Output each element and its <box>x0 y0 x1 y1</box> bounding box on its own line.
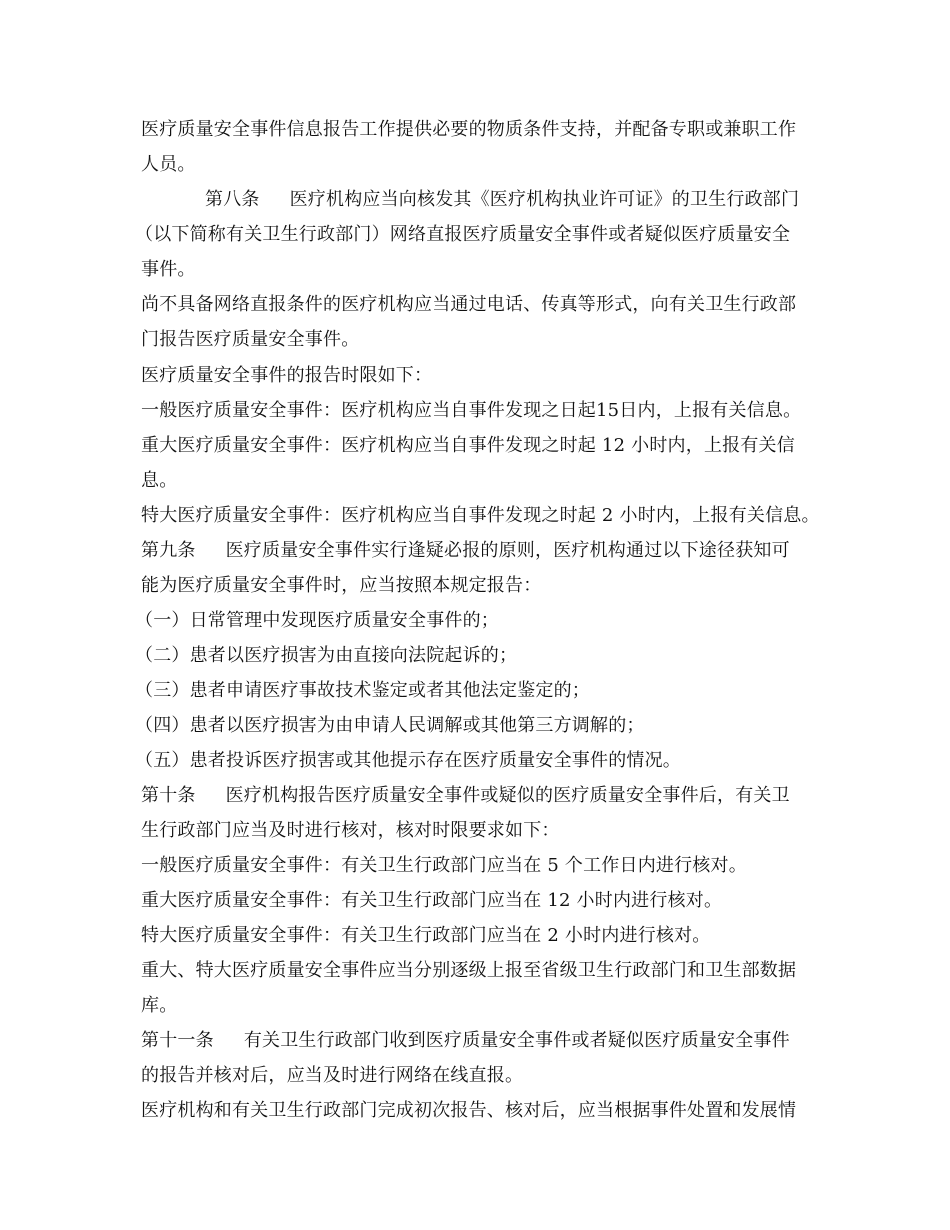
article-text: 医疗质量安全事件实行逢疑必报的原则，医疗机构通过以下途径获知可 <box>225 540 790 561</box>
article-number: 第十条 <box>141 785 196 806</box>
list-item: （一）日常管理中发现医疗质量安全事件的； <box>135 610 499 631</box>
list-item: （五）患者投诉医疗损害或其他提示存在医疗质量安全事件的情况。 <box>135 750 681 771</box>
article-text: 医疗机构报告医疗质量安全事件或疑似的医疗质量安全事件后，有关卫 <box>225 785 790 806</box>
article-line <box>141 1029 790 1053</box>
text-line: 医疗机构和有关卫生行政部门完成初次报告、核对后，应当根据事件处置和发展情 <box>141 1100 797 1121</box>
text-line: 能为医疗质量安全事件时，应当按照本规定报告： <box>141 575 542 596</box>
text-line: 一般医疗质量安全事件：医疗机构应当自事件发现之日起15日内，上报有关信息。 <box>141 400 802 421</box>
list-item: （二）患者以医疗损害为由直接向法院起诉的； <box>135 645 518 666</box>
text-line: 特大医疗质量安全事件：有关卫生行政部门应当在 2 小时内进行核对。 <box>141 925 711 946</box>
text-line: 门报告医疗质量安全事件。 <box>141 329 360 350</box>
article-line <box>141 784 790 808</box>
text-line: 库。 <box>141 995 178 1016</box>
text-line: 医疗质量安全事件的报告时限如下： <box>141 365 433 386</box>
text-line: 重大医疗质量安全事件：有关卫生行政部门应当在 12 小时内进行核对。 <box>141 890 723 911</box>
text-line: 息。 <box>141 470 178 491</box>
list-item: （三）患者申请医疗事故技术鉴定或者其他法定鉴定的； <box>135 680 590 701</box>
article-text: 有关卫生行政部门收到医疗质量安全事件或者疑似医疗质量安全事件 <box>243 1030 790 1051</box>
text-line: 事件。 <box>141 259 196 280</box>
article-text: 医疗机构应当向核发其《医疗机构执业许可证》的卫生行政部门 <box>289 189 800 210</box>
text-line: （以下简称有关卫生行政部门）网络直报医疗质量安全事件或者疑似医疗质量安全 <box>135 224 791 245</box>
text-line: 特大医疗质量安全事件：医疗机构应当自事件发现之时起 2 小时内，上报有关信息。 <box>141 505 820 526</box>
article-number: 第十一条 <box>141 1030 214 1051</box>
article-line <box>205 188 799 212</box>
text-line: 重大、特大医疗质量安全事件应当分别逐级上报至省级卫生行政部门和卫生部数据 <box>141 960 797 981</box>
text-line: 的报告并核对后，应当及时进行网络在线直报。 <box>141 1065 524 1086</box>
article-number: 第九条 <box>141 540 196 561</box>
text-line: 尚不具备网络直报条件的医疗机构应当通过电话、传真等形式，向有关卫生行政部 <box>141 294 797 315</box>
text-line: 人员。 <box>141 154 196 175</box>
text-line: 生行政部门应当及时进行核对，核对时限要求如下： <box>141 820 560 841</box>
text-line: 一般医疗质量安全事件：有关卫生行政部门应当在 5 个工作日内进行核对。 <box>141 855 747 876</box>
list-item: （四）患者以医疗损害为由申请人民调解或其他第三方调解的； <box>135 715 645 736</box>
text-line: 医疗质量安全事件信息报告工作提供必要的物质条件支持，并配备专职或兼职工作 <box>141 119 797 140</box>
text-line: 重大医疗质量安全事件：医疗机构应当自事件发现之时起 12 小时内，上报有关信 <box>141 435 795 456</box>
article-line <box>141 539 790 563</box>
article-number: 第八条 <box>205 189 260 210</box>
